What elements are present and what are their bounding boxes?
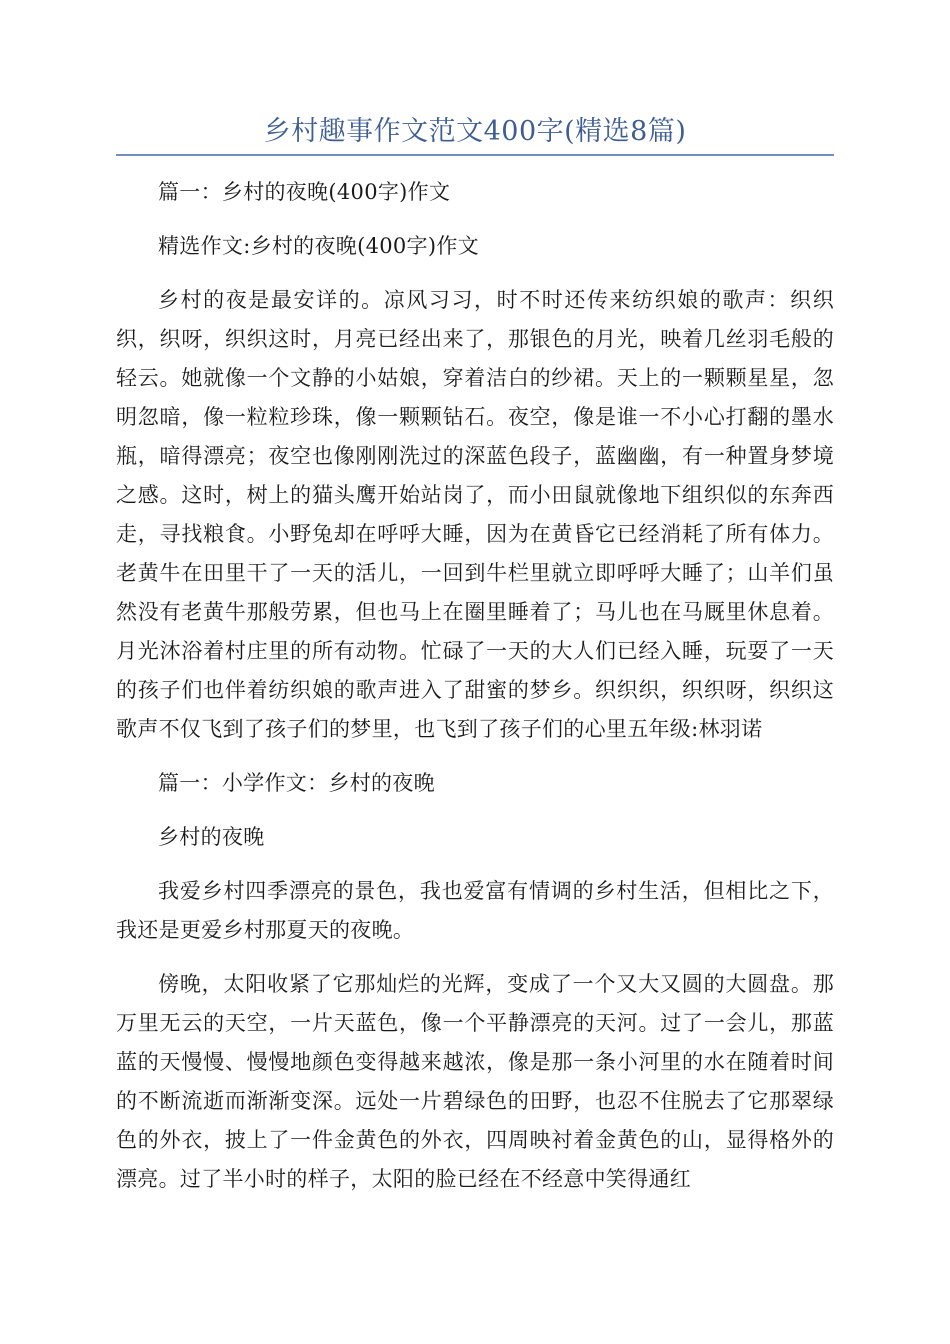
section-subheading: 精选作文:乡村的夜晚(400字)作文 — [158, 234, 479, 258]
body-paragraph: 乡村的夜是最安详的。凉风习习，时不时还传来纺织娘的歌声：织织织，织呀，织织这时，月亮已经出来了，那银色的月光，映着几丝羽毛般的轻云。她就像一个文静的小姑娘，穿着洁白的纱裙。天上的一颗颗星星，忽明忽暗，像一粒粒珍珠，像一颗颗钻石。夜空，像是谁一不小心打翻的墨水瓶，暗得漂亮；夜空也像刚刚洗过的深蓝色段子，蓝幽幽，有一种置身梦境之感。这时，树上的猫头鹰开始站岗了，而小田鼠就像地下组织似的东奔西走，寻找粮食。小野兔却在呼呼大睡，因为在黄昏它已经消耗了所有体力。老黄牛在田里干了一天的活儿，一回到牛栏里就立即呼呼大睡了；山羊们虽然没有老黄牛那般劳累，但也马上在圈里睡着了；马儿也在马厩里休息着。月光沐浴着村庄里的所有动物。忙碌了一天的大人们已经入睡，玩耍了一天的孩子们也伴着纺织娘的歌声进入了甜蜜的梦乡。织织织，织织呀，织织这歌声不仅飞到了孩子们的梦里，也飞到了孩子们的心里五年级:林羽诺 — [116, 288, 834, 741]
document-title: 乡村趣事作文范文400字(精选8篇) — [263, 116, 687, 147]
title-underline — [116, 154, 834, 156]
body-paragraph: 我爱乡村四季漂亮的景色，我也爱富有情调的乡村生活，但相比之下，我还是更爱乡村那夏天的夜晚。 — [116, 879, 834, 942]
document-body — [116, 173, 834, 1214]
body-paragraph: 傍晚，太阳收紧了它那灿烂的光辉，变成了一个又大又圆的大圆盘。那万里无云的天空，一片天蓝色，像一个平静漂亮的天河。过了一会儿，那蓝蓝的天慢慢、慢慢地颜色变得越来越浓，像是那一条小河里的水在随着时间的不断流逝而渐渐变深。远处一片碧绿色的田野，也忍不住脱去了它那翠绿色的外衣，披上了一件金黄色的外衣，四周映衬着金黄色的山，显得格外的漂亮。过了半小时的样子，太阳的脸已经在不经意中笑得通红 — [116, 972, 834, 1191]
section-heading: 篇一：小学作文：乡村的夜晚 — [158, 771, 435, 795]
section-subheading: 乡村的夜晚 — [158, 825, 265, 849]
section-heading: 篇一：乡村的夜晚(400字)作文 — [158, 180, 451, 204]
